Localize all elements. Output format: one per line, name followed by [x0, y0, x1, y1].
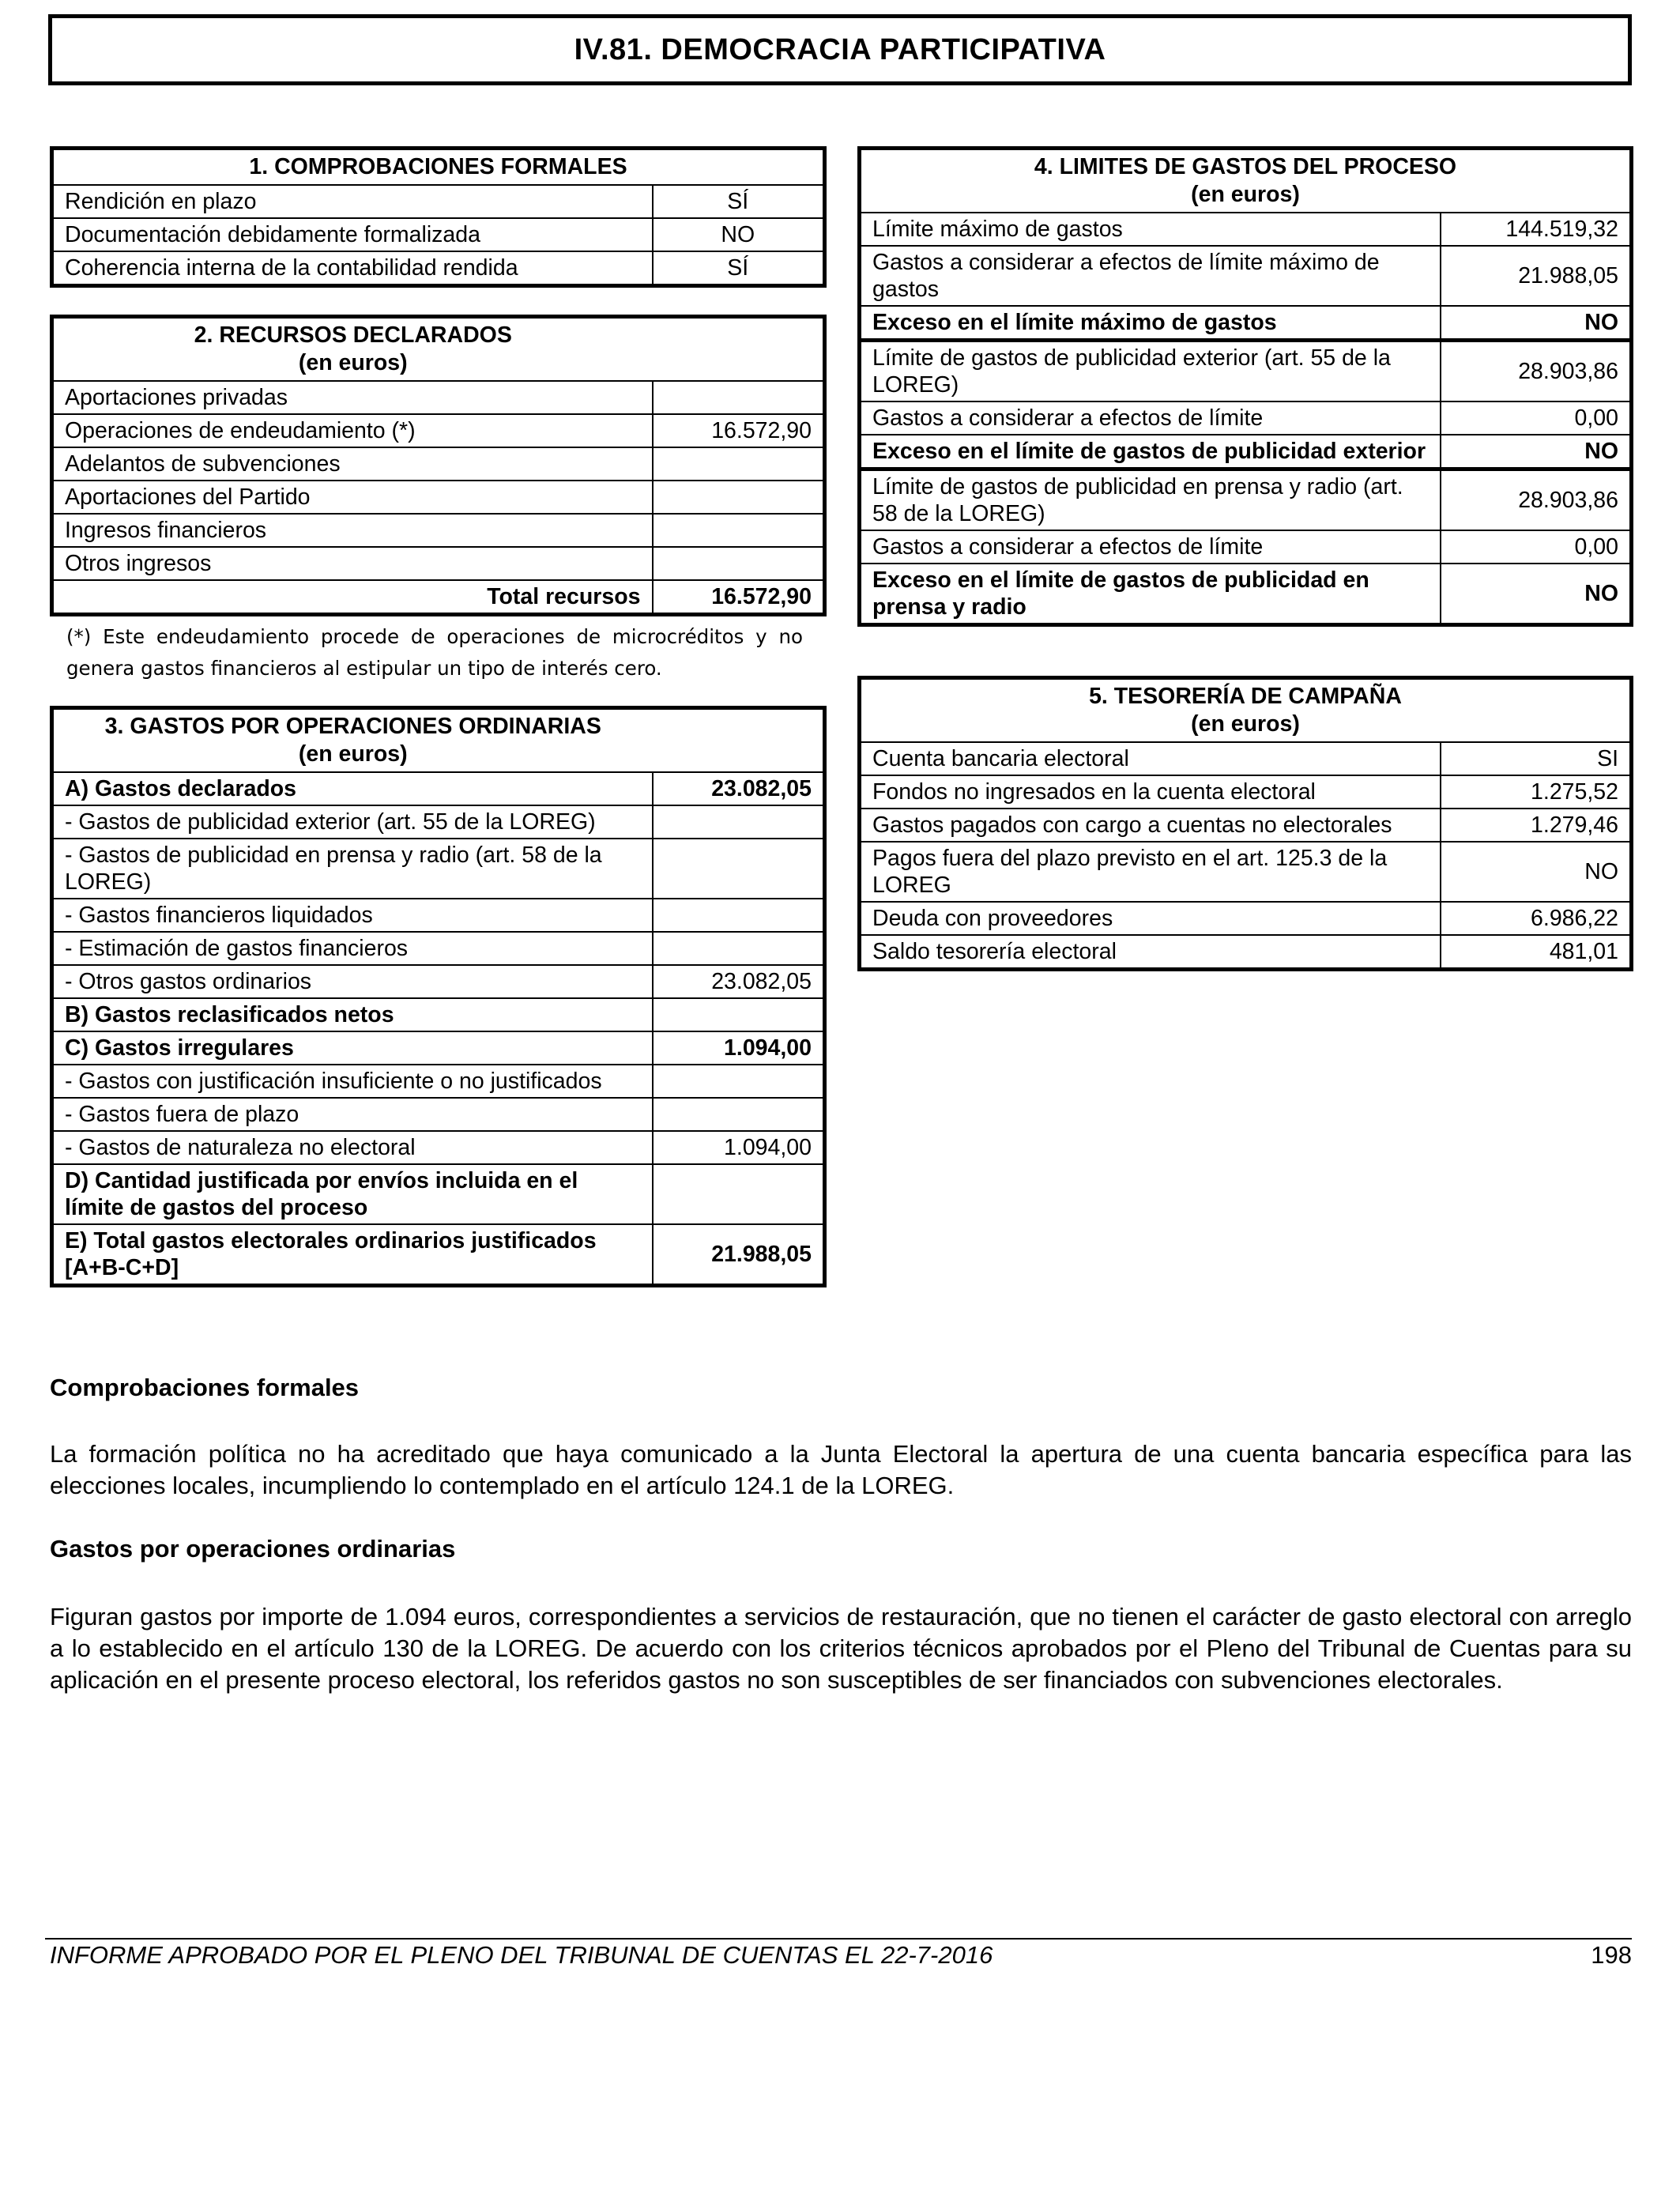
- table-row: Gastos a considerar a efectos de límite 0,00: [860, 530, 1632, 564]
- table-row: Límite máximo de gastos 144.519,32: [860, 213, 1632, 246]
- table-title: 5. TESORERÍA DE CAMPAÑA: [1089, 684, 1402, 709]
- page-title: IV.81. DEMOCRACIA PARTICIPATIVA: [48, 14, 1632, 85]
- table-row: D) Cantidad justificada por envíos incluida en el límite de gastos del proceso: [52, 1164, 825, 1224]
- table-row: - Estimación de gastos financieros: [52, 932, 825, 965]
- table-row: - Gastos financieros liquidados: [52, 899, 825, 932]
- table-row: Deuda con proveedores 6.986,22: [860, 902, 1632, 935]
- table-row: Aportaciones privadas: [52, 381, 825, 414]
- footer-text: INFORME APROBADO POR EL PLENO DEL TRIBUNAL DE CUENTAS EL 22-7-2016: [50, 1941, 993, 1969]
- table-row: Coherencia interna de la contabilidad rendida SÍ: [52, 251, 825, 286]
- table-row: - Gastos con justificación insuficiente o no justificados: [52, 1065, 825, 1098]
- section-paragraph: La formación política no ha acreditado que haya comunicado a la Junta Electoral la apertura de una cuenta bancaria específica para las elecciones locales, incumpliendo lo contemplado en el artículo 124.1 de la LOREG.: [50, 1440, 1632, 1499]
- table-row: Pagos fuera del plazo previsto en el art. 125.3 de la LOREG NO: [860, 842, 1632, 902]
- table-row: Documentación debidamente formalizada NO: [52, 218, 825, 251]
- table-row: Rendición en plazo SÍ: [52, 185, 825, 218]
- table-row: - Otros gastos ordinarios 23.082,05: [52, 965, 825, 998]
- table-row: - Gastos de publicidad exterior (art. 55 de la LOREG): [52, 805, 825, 839]
- table-comprobaciones-formales: [50, 146, 827, 288]
- table-row: - Gastos de publicidad en prensa y radio (art. 58 de la LOREG): [52, 839, 825, 899]
- table-row: Gastos a considerar a efectos de límite máximo de gastos 21.988,05: [860, 246, 1632, 306]
- table-row: Cuenta bancaria electoral SI: [860, 742, 1632, 775]
- table-row: Saldo tesorería electoral 481,01: [860, 935, 1632, 970]
- table-row: Límite de gastos de publicidad exterior (art. 55 de la LOREG) 28.903,86: [860, 341, 1632, 402]
- table-row: Gastos pagados con cargo a cuentas no electorales 1.279,46: [860, 809, 1632, 842]
- table-title: 3. GASTOS POR OPERACIONES ORDINARIAS: [104, 714, 601, 739]
- table-total-row: E) Total gastos electorales ordinarios justificados [A+B-C+D] 21.988,05: [52, 1224, 825, 1286]
- table-limites-gastos: [857, 146, 1633, 627]
- table-gastos-operaciones-ordinarias: [50, 706, 827, 1287]
- table-tesoreria-campana: [857, 676, 1633, 971]
- table-row: Adelantos de subvenciones: [52, 447, 825, 481]
- table-row: Ingresos financieros: [52, 514, 825, 547]
- table-subtitle: (en euros): [298, 350, 408, 375]
- table-row: Fondos no ingresados en la cuenta electoral 1.275,52: [860, 775, 1632, 809]
- footer-divider: [45, 1938, 1632, 1940]
- table-row: Aportaciones del Partido: [52, 481, 825, 514]
- table-subtitle: (en euros): [298, 741, 408, 767]
- table-row: Exceso en el límite máximo de gastos NO: [860, 306, 1632, 341]
- table-row: Exceso en el límite de gastos de publicidad exterior NO: [860, 435, 1632, 469]
- section-paragraph: Figuran gastos por importe de 1.094 euros, correspondientes a servicios de restauración, que no tienen el carácter de gasto electoral con arreglo a lo establecido en el artículo 130 de la LOREG. De acuerdo con los criterios técnicos aprobados por el Pleno del Tribunal de Cuentas para su aplicación en el presente proceso electoral, los referidos gastos no son susceptibles de ser financiados con subvenciones electorales.: [50, 1603, 1632, 1694]
- table-row: Exceso en el límite de gastos de publicidad en prensa y radio NO: [860, 564, 1632, 625]
- table-title: 2. RECURSOS DECLARADOS: [194, 322, 512, 348]
- table-subtitle: (en euros): [1191, 711, 1300, 737]
- section-heading: Comprobaciones formales: [50, 1374, 360, 1401]
- table-row: Otros ingresos: [52, 547, 825, 580]
- table-row: - Gastos fuera de plazo: [52, 1098, 825, 1131]
- page-number: 198: [1591, 1941, 1632, 1969]
- table-title: 1. COMPROBACIONES FORMALES: [52, 149, 825, 186]
- section-heading: Gastos por operaciones ordinarias: [50, 1535, 456, 1563]
- table-row: A) Gastos declarados 23.082,05: [52, 772, 825, 805]
- table-row: Operaciones de endeudamiento (*) 16.572,90: [52, 414, 825, 447]
- table-row: B) Gastos reclasificados netos: [52, 998, 825, 1031]
- table-total-row: Total recursos 16.572,90: [52, 580, 825, 615]
- table-title: 4. LIMITES DE GASTOS DEL PROCESO: [1034, 154, 1457, 179]
- table-row: Gastos a considerar a efectos de límite 0,00: [860, 401, 1632, 435]
- footnote: (*) Este endeudamiento procede de operaciones de microcréditos y no genera gastos financieros al estipular un tipo de interés cero.: [66, 625, 803, 680]
- table-row: - Gastos de naturaleza no electoral 1.094,00: [52, 1131, 825, 1164]
- table-subtitle: (en euros): [1191, 182, 1300, 207]
- table-recursos-declarados: [50, 315, 827, 616]
- table-row: C) Gastos irregulares 1.094,00: [52, 1031, 825, 1065]
- table-row: Límite de gastos de publicidad en prensa y radio (art. 58 de la LOREG) 28.903,86: [860, 469, 1632, 531]
